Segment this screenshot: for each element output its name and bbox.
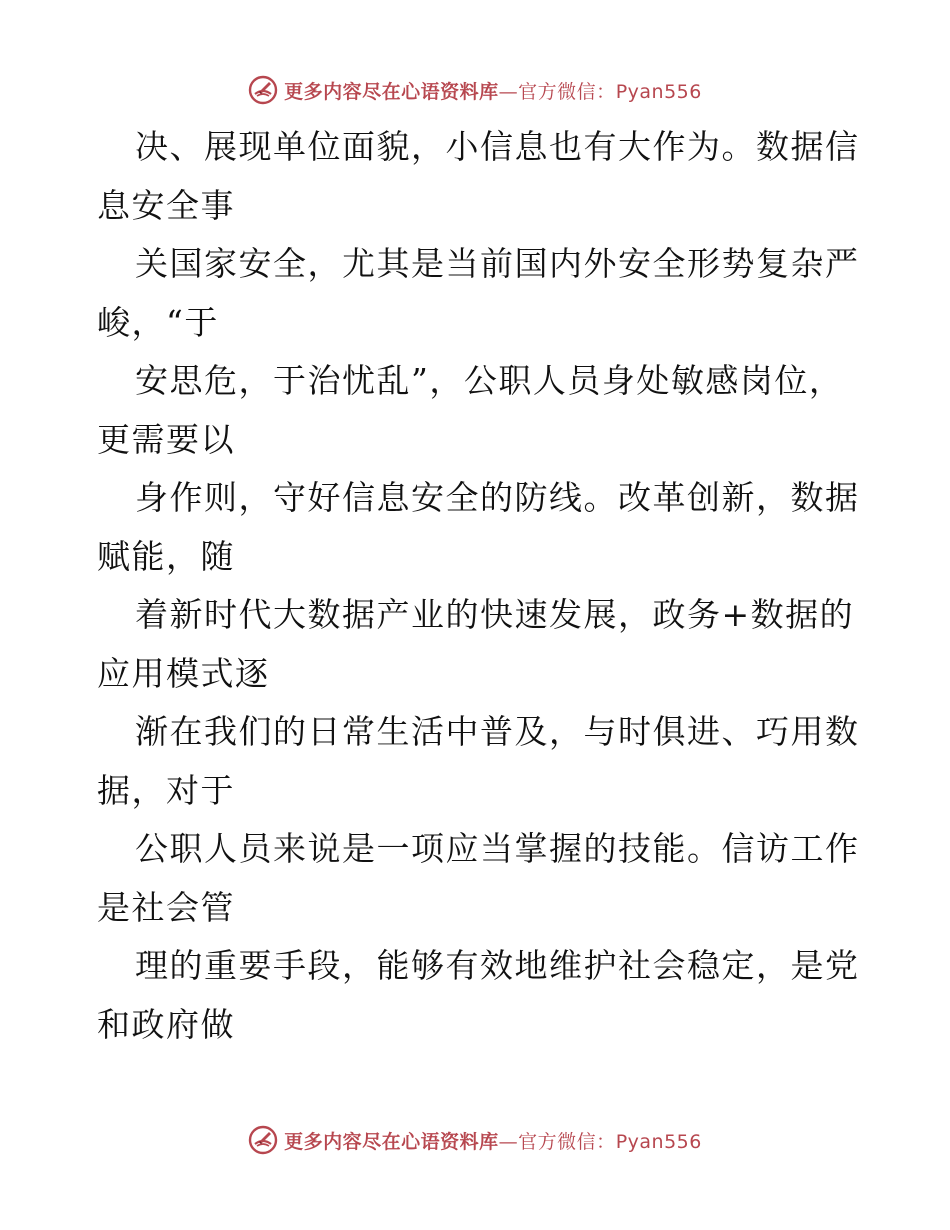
watermark-text: 更多内容尽在心语资料库—官方微信：Pyan556 <box>284 1130 702 1153</box>
body-line: 着新时代大数据产业的快速发展，政务+数据的 <box>135 595 855 634</box>
body-line: 渐在我们的日常生活中普及，与时俱进、巧用数 <box>135 712 860 751</box>
body-line: 峻，“于 <box>97 302 219 342</box>
body-line: 是社会管 <box>97 887 235 927</box>
body-line: 和政府做 <box>97 1004 235 1044</box>
body-line: 应用模式逐 <box>97 653 270 693</box>
body-line: 更需要以 <box>97 419 235 459</box>
header-watermark <box>0 72 950 108</box>
book-pen-logo-icon <box>248 75 278 105</box>
body-line: 决、展现单位面貌，小信息也有大作为。数据信 <box>135 127 860 166</box>
book-pen-logo-icon <box>248 1125 278 1155</box>
watermark-text: 更多内容尽在心语资料库—官方微信：Pyan556 <box>284 80 702 103</box>
body-line: 身作则，守好信息安全的防线。改革创新，数据 <box>135 478 860 517</box>
body-line: 安思危，于治忧乱”，公职人员身处敏感岗位， <box>135 361 844 400</box>
body-line: 公职人员来说是一项应当掌握的技能。信访工作 <box>135 829 860 868</box>
body-line: 赋能，随 <box>97 536 235 576</box>
document-body <box>97 118 877 1054</box>
footer-watermark <box>0 1122 950 1158</box>
body-line: 关国家安全，尤其是当前国内外安全形势复杂严 <box>135 244 860 283</box>
body-line: 据，对于 <box>97 770 235 810</box>
body-line: 理的重要手段，能够有效地维护社会稳定，是党 <box>135 946 860 985</box>
body-line: 息安全事 <box>97 185 235 225</box>
